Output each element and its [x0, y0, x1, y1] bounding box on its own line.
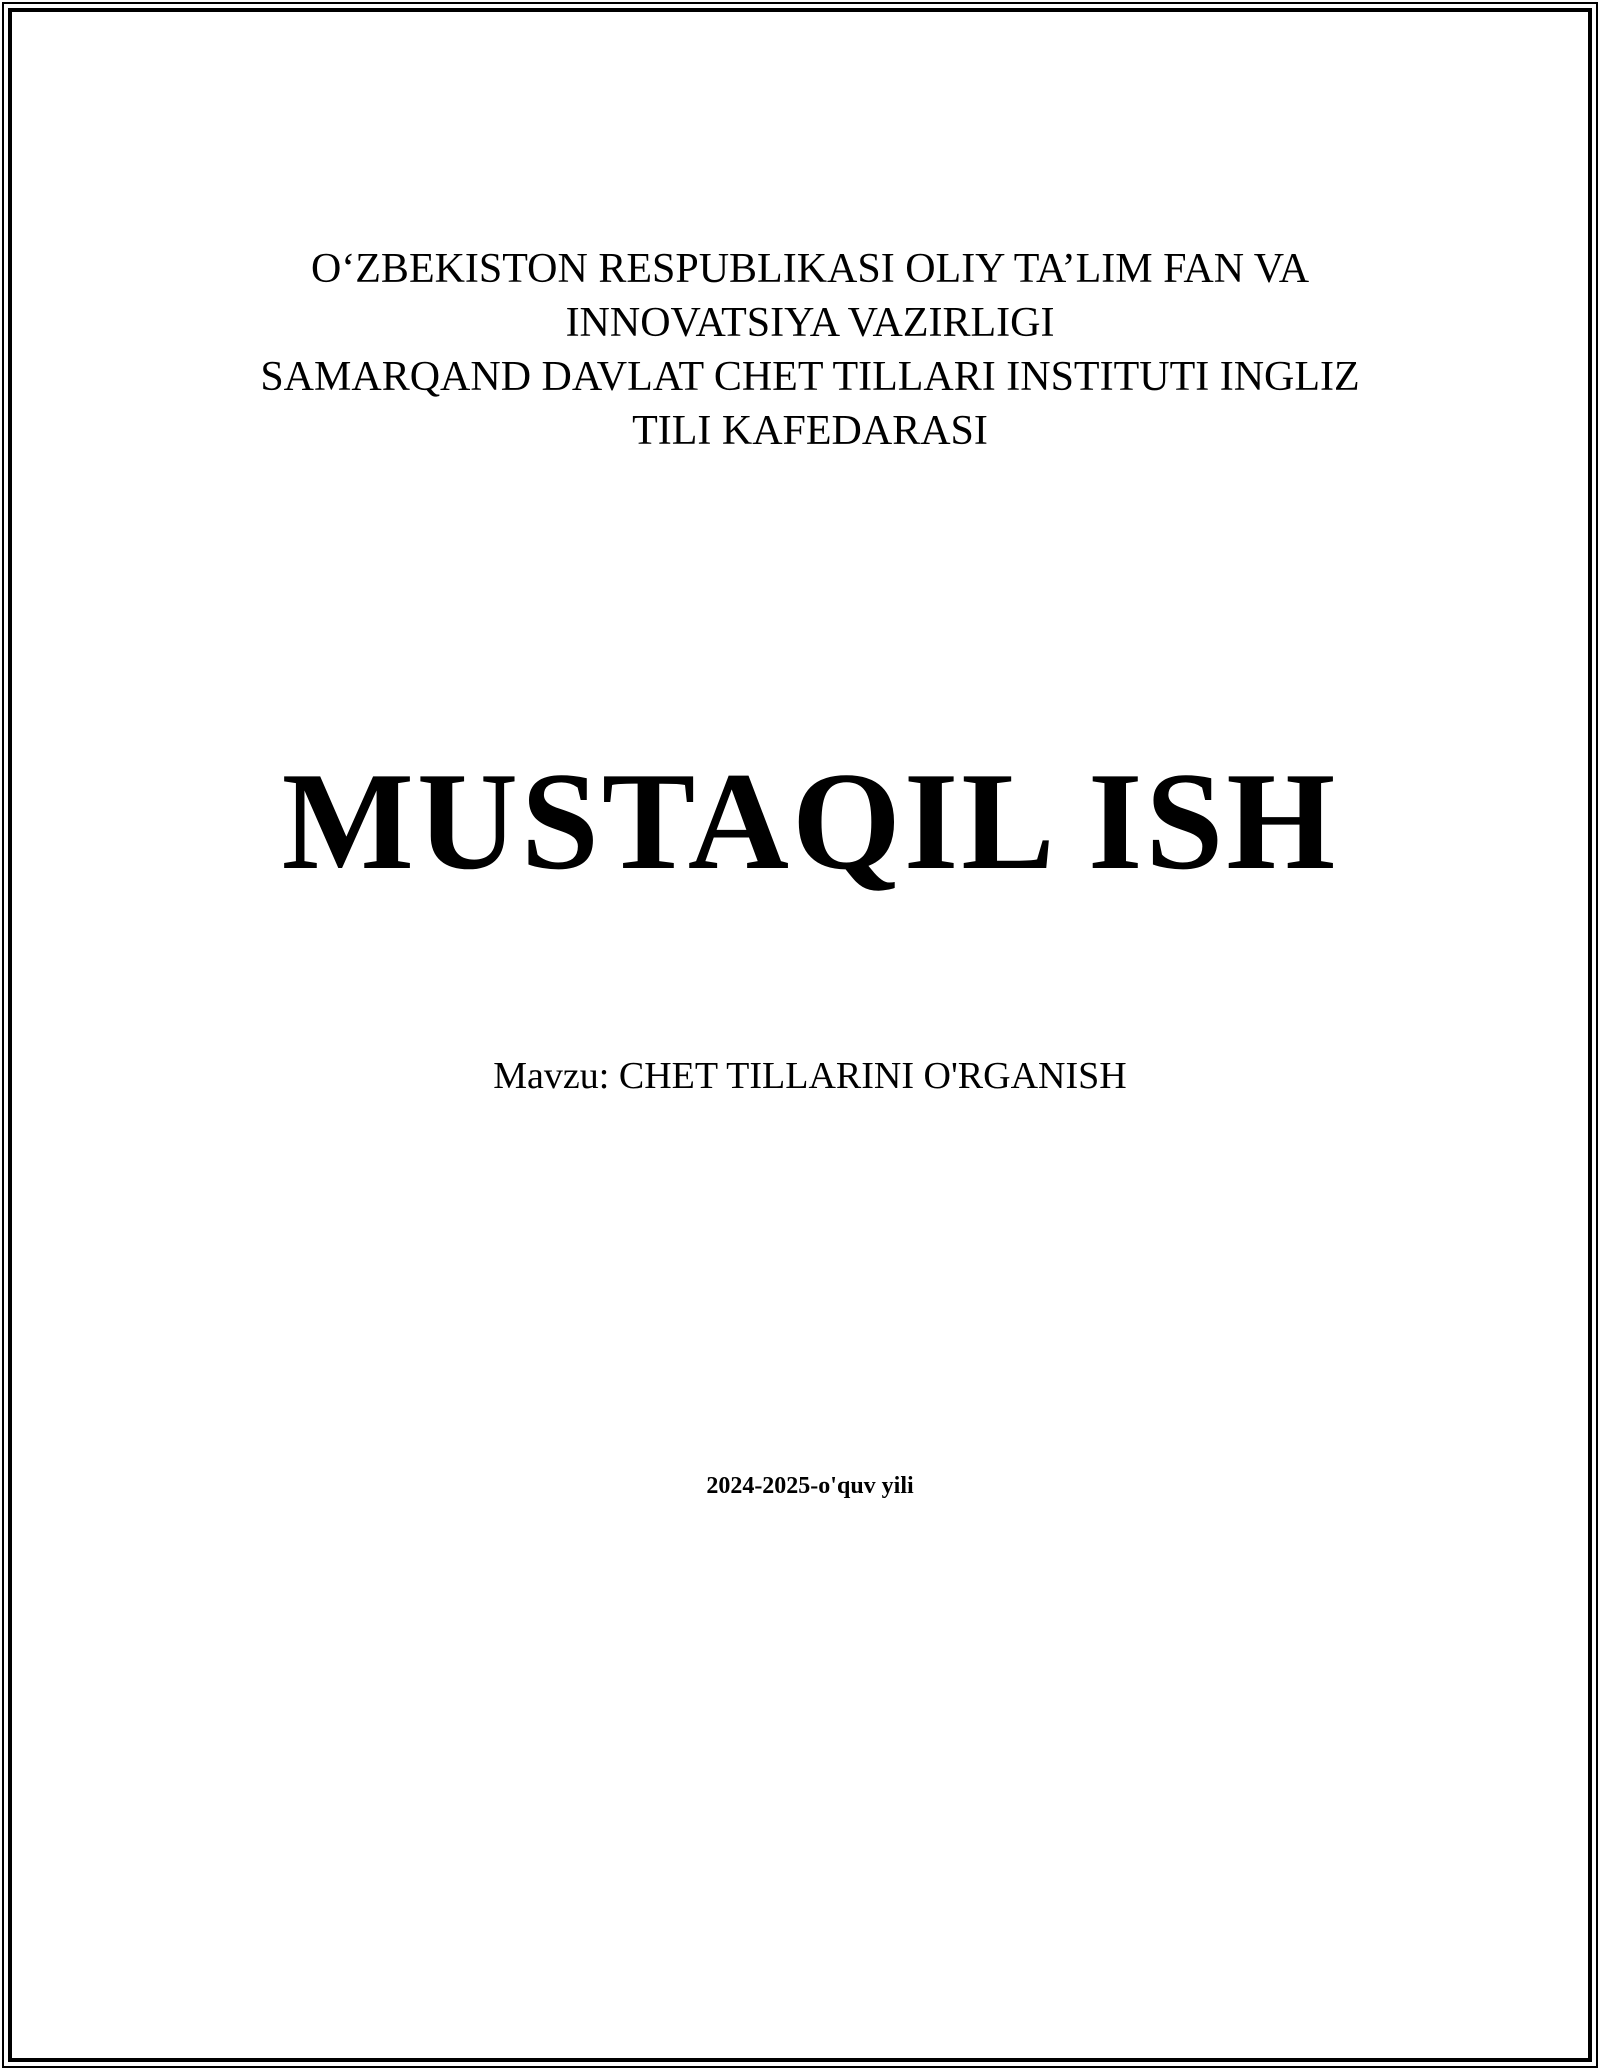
header-line-institute: SAMARQAND DAVLAT CHET TILLARI INSTITUTI INGLIZ — [260, 354, 1360, 400]
page-content — [20, 0, 1600, 2070]
academic-year: 2024-2025-o'quv yili — [706, 1473, 914, 1499]
document-title: MUSTAQIL ISH — [281, 744, 1339, 899]
header-line-department: TILI KAFEDARASI — [632, 408, 988, 454]
institution-header — [20, 242, 1600, 458]
topic-line: Mavzu: CHET TILLARINI O'RGANISH — [493, 1055, 1127, 1097]
header-line-ministry-2: INNOVATSIYA VAZIRLIGI — [565, 300, 1055, 346]
header-line-ministry-1: O‘ZBEKISTON RESPUBLIKASI OLIY TA’LIM FAN VA — [310, 246, 1310, 292]
